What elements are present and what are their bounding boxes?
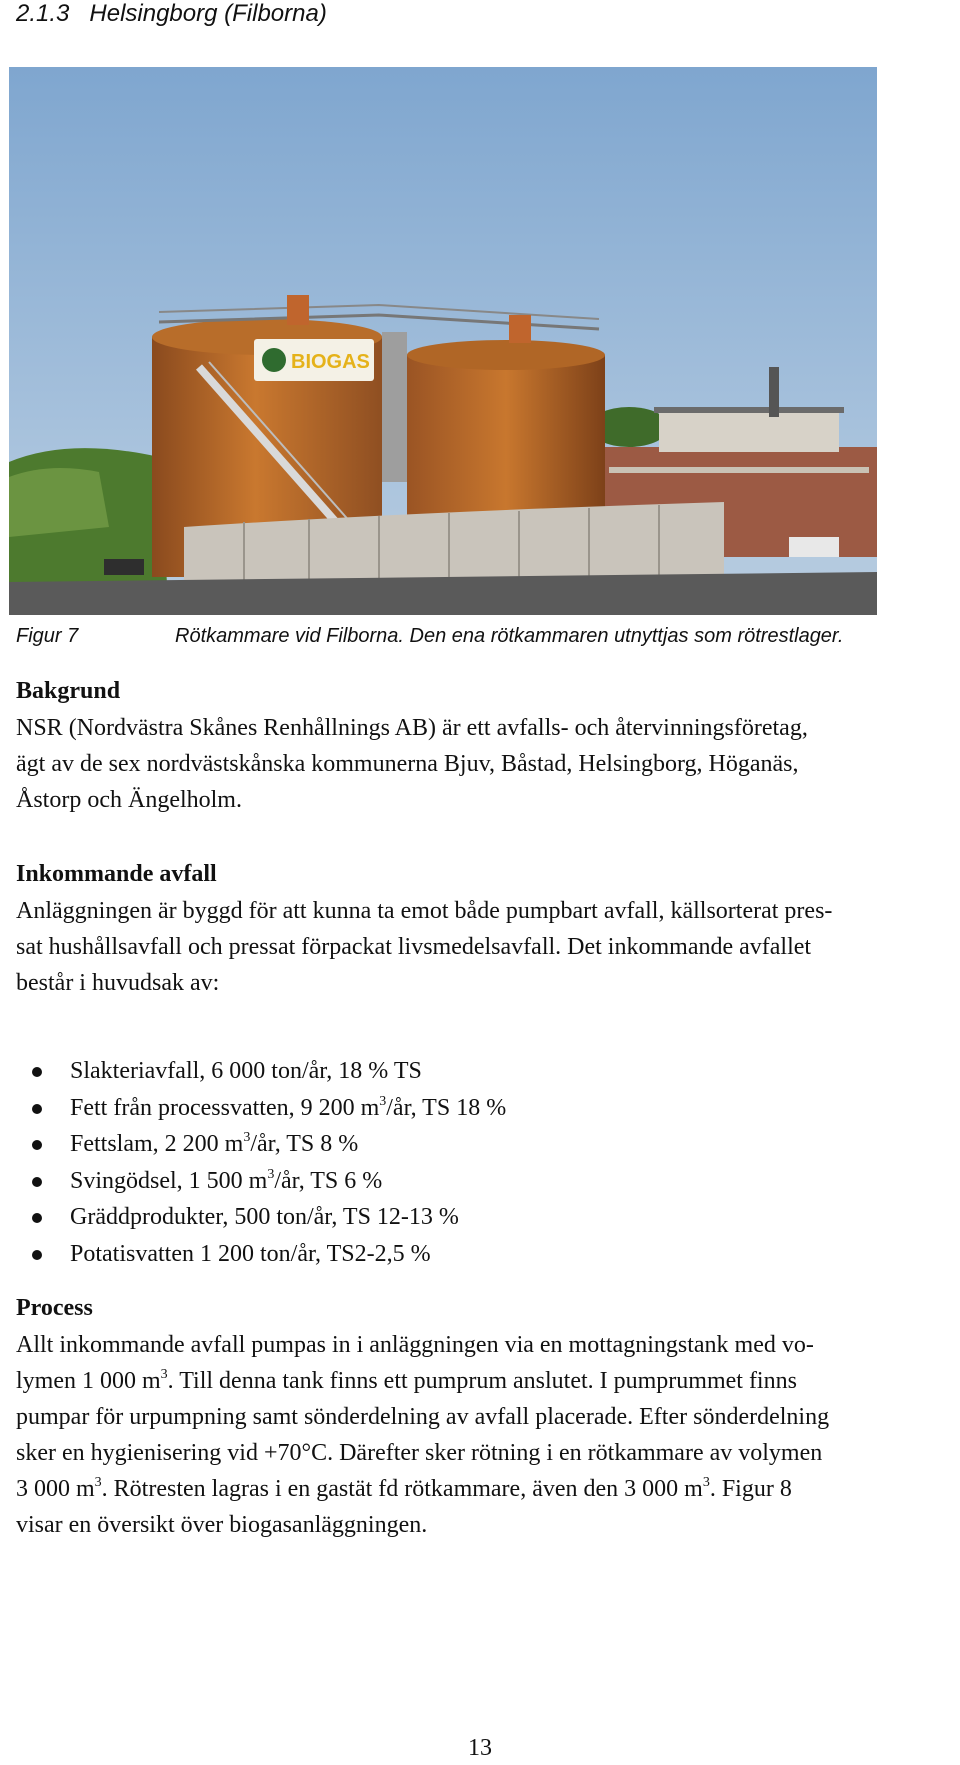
figure-caption: Rötkammare vid Filborna. Den ena rötkammaren utnyttjas som rötrestlager.: [175, 625, 844, 647]
biogas-plant-photo: [9, 67, 877, 615]
paragraph-line: sker en hygienisering vid +70°C. Därefter sker rötning i en rötkammare av volymen: [16, 1440, 823, 1466]
paragraph-line: NSR (Nordvästra Skånes Renhållnings AB) är ett avfalls- och återvinningsföretag,: [16, 715, 808, 741]
paragraph-line: pumpar för urpumpning samt sönderdelning av avfall placerade. Efter sönderdelning: [16, 1404, 830, 1430]
list-item: Potatisvatten 1 200 ton/år, TS2-2,5 %: [30, 1236, 506, 1273]
bullet-icon: [32, 1067, 42, 1077]
section-heading: 2.1.3 Helsingborg (Filborna): [16, 0, 327, 27]
list-item: Gräddprodukter, 500 ton/år, TS 12-13 %: [30, 1199, 506, 1236]
page-number: 13: [468, 1735, 492, 1761]
section-title-inkommande: Inkommande avfall: [16, 861, 217, 887]
list-item: Svingödsel, 1 500 $m^3/år$, TS 6 %: [30, 1163, 506, 1200]
bullet-icon: [32, 1140, 42, 1150]
waste-list: [30, 1053, 506, 1272]
paragraph-line: består i huvudsak av:: [16, 970, 220, 996]
paragraph-line: visar en översikt över biogasanläggningen.: [16, 1512, 428, 1538]
paragraph-bakgrund: [16, 710, 956, 818]
paragraph-line: Anläggningen är byggd för att kunna ta emot både pumpbart avfall, källsorterat pres-: [16, 898, 833, 924]
bullet-icon: [32, 1177, 42, 1187]
list-item: Fettslam, 2 200 $m^3/år$, TS 8 %: [30, 1126, 506, 1163]
section-title-bakgrund: Bakgrund: [16, 678, 121, 704]
bullet-icon: [32, 1104, 42, 1114]
list-item: Fett från processvatten, 9 200 $m^3/år$, TS 18 %: [30, 1090, 506, 1127]
paragraph-inkommande: [16, 893, 956, 1001]
paragraph-line: 3 000 $m^3$. Rötresten lagras i en gastät fd rötkammare, även den 3 000 $m^3$. Figur 8: [16, 1475, 792, 1502]
paragraph-line: Allt inkommande avfall pumpas in i anläggningen via en mottagningstank med vo-: [16, 1332, 814, 1358]
paragraph-line: Åstorp och Ängelholm.: [16, 787, 242, 813]
biogas-sign-text: BIOGAS: [291, 351, 370, 373]
paragraph-process: [16, 1327, 956, 1543]
paragraph-line: sat hushållsavfall och pressat förpackat livsmedelsavfall. Det inkommande avfallet: [16, 934, 812, 960]
paragraph-line: ägt av de sex nordvästskånska kommunerna Bjuv, Båstad, Helsingborg, Höganäs,: [16, 751, 799, 777]
figure-label: Figur 7: [16, 625, 79, 647]
list-item: Slakteriavfall, 6 000 ton/år, 18 % TS: [30, 1053, 506, 1090]
paragraph-line: lymen 1 000 $m^3$. Till denna tank finns ett pumprum anslutet. I pumprummet finns: [16, 1367, 797, 1394]
bullet-icon: [32, 1213, 42, 1223]
bullet-icon: [32, 1250, 42, 1260]
section-title-process: Process: [16, 1295, 93, 1321]
